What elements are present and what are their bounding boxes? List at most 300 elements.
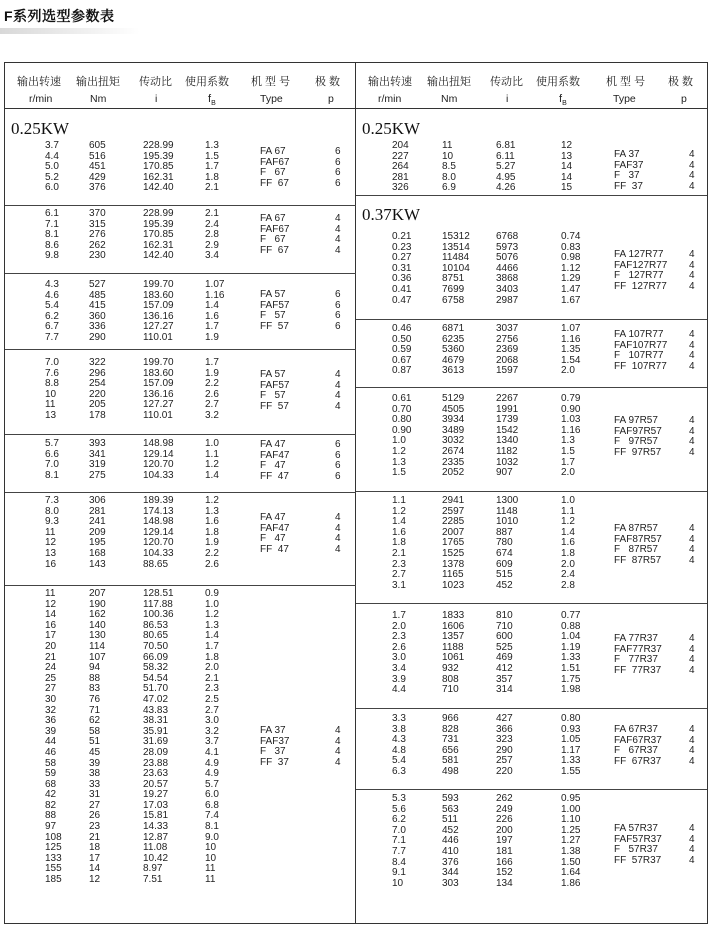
service-factor: 1.10	[561, 814, 581, 826]
output-speed: 1.5	[392, 467, 406, 479]
service-factor: 1.5	[561, 445, 575, 457]
output-speed: 44	[45, 736, 57, 748]
table-row	[356, 468, 707, 479]
ratio: 166	[496, 856, 513, 868]
ratio: 6.81	[496, 140, 516, 151]
model-type: FAF107R77	[614, 339, 668, 351]
service-factor: 1.0	[205, 438, 219, 449]
model-type: FAF47	[260, 522, 290, 534]
pole-count: 4	[335, 234, 341, 246]
ratio: 120.70	[143, 537, 174, 549]
service-factor: 2.4	[205, 218, 219, 230]
service-factor: 1.75	[561, 673, 581, 685]
ratio: 7.51	[143, 874, 163, 886]
output-speed: 5.6	[392, 803, 406, 815]
model-type: F 47	[260, 460, 286, 472]
model-type: F 127R77	[614, 270, 664, 282]
output-torque: 275	[89, 469, 106, 481]
output-torque: 18	[89, 842, 101, 854]
model-type: FF 67R37	[614, 755, 662, 767]
output-speed: 1.2	[392, 505, 406, 517]
output-torque: 731	[442, 734, 459, 746]
model-list	[5, 214, 356, 256]
ratio: 14.33	[143, 821, 169, 833]
output-torque: 4505	[442, 403, 465, 415]
output-torque: 516	[89, 150, 106, 162]
service-factor: 3.0	[205, 715, 219, 727]
output-speed: 0.41	[392, 283, 412, 295]
service-factor: 14	[561, 161, 573, 173]
model-type: FAF57	[260, 379, 290, 391]
output-speed: 1.6	[392, 526, 406, 538]
output-torque: 315	[89, 218, 106, 230]
ratio: 104.33	[143, 469, 174, 481]
output-speed: 7.0	[45, 357, 59, 368]
output-speed: 8.6	[45, 239, 59, 251]
ratio: 162.31	[143, 239, 174, 251]
output-torque: 58	[89, 725, 101, 737]
ratio: 469	[496, 652, 513, 664]
service-factor: 14	[561, 171, 573, 183]
model-list	[5, 290, 356, 332]
table-row	[356, 570, 707, 581]
output-torque: 1378	[442, 558, 465, 570]
ratio: 199.70	[143, 279, 174, 290]
service-factor: 1.1	[561, 505, 575, 517]
block-divider	[5, 434, 356, 435]
output-speed: 4.3	[392, 734, 406, 746]
table-header	[5, 62, 356, 108]
ratio: 120.70	[143, 459, 174, 471]
output-speed: 0.23	[392, 241, 412, 253]
ratio: 1340	[496, 435, 519, 447]
table-row	[5, 496, 356, 507]
output-speed: 8.1	[45, 229, 59, 241]
ratio: 907	[496, 467, 513, 479]
output-speed: 281	[392, 171, 409, 183]
pole-count: 4	[335, 379, 341, 391]
table-row	[5, 695, 356, 706]
output-torque: 26	[89, 810, 101, 822]
service-factor: 1.2	[205, 459, 219, 471]
model-type: FA 107R77	[614, 329, 664, 340]
table-row	[356, 507, 707, 518]
model-type: FA 57	[260, 369, 286, 380]
ratio: 887	[496, 526, 513, 538]
output-speed: 6.0	[45, 182, 59, 194]
output-torque: 6871	[442, 323, 465, 334]
ratio: 170.85	[143, 229, 174, 241]
pole-count: 4	[689, 755, 695, 767]
model-type: F 87R57	[614, 544, 658, 556]
block-divider	[356, 491, 707, 492]
model-type: FA 37	[260, 725, 286, 736]
service-factor: 1.6	[205, 310, 219, 322]
ratio: 136.16	[143, 310, 174, 322]
pole-count: 6	[335, 460, 341, 472]
service-factor: 7.4	[205, 810, 219, 822]
ratio: 4.95	[496, 171, 516, 183]
pole-count: 4	[689, 350, 695, 362]
service-factor: 1.3	[205, 140, 219, 151]
output-torque: 1188	[442, 641, 464, 653]
output-torque: 2052	[442, 467, 465, 479]
service-factor: 10	[205, 842, 217, 854]
model-list	[356, 250, 707, 292]
output-torque: 393	[89, 438, 106, 449]
output-torque: 452	[442, 824, 459, 836]
output-speed: 3.3	[392, 713, 406, 724]
model-row	[5, 168, 356, 179]
service-factor: 4.9	[205, 768, 219, 780]
output-speed: 9.3	[45, 516, 59, 528]
ratio: 357	[496, 673, 513, 685]
model-type: F 77R37	[614, 654, 658, 666]
output-speed: 0.36	[392, 273, 412, 285]
output-torque: 306	[89, 495, 106, 506]
ratio: 3037	[496, 323, 519, 334]
pole-count: 4	[335, 213, 341, 224]
power-rating: 0.37KW	[362, 205, 421, 224]
output-speed: 108	[45, 831, 62, 843]
output-torque: 262	[89, 239, 106, 251]
service-factor: 1.00	[561, 803, 581, 815]
ratio: 174.13	[143, 505, 174, 517]
output-torque: 38	[89, 768, 101, 780]
service-factor: 1.51	[561, 662, 581, 674]
ratio: 12.87	[143, 831, 169, 843]
model-type: FA 67	[260, 146, 286, 157]
table-row	[5, 875, 356, 886]
table-row	[5, 769, 356, 780]
output-speed: 88	[45, 810, 57, 822]
output-torque: 21	[89, 831, 101, 843]
ratio: 136.16	[143, 388, 174, 400]
block-divider	[5, 349, 356, 350]
table-row	[5, 280, 356, 291]
model-type: FAF67	[260, 156, 290, 168]
ratio: 228.99	[143, 140, 174, 151]
table-row	[356, 394, 707, 405]
service-factor: 1.4	[205, 630, 219, 642]
output-torque: 94	[89, 662, 101, 674]
ratio: 47.02	[143, 693, 169, 705]
output-torque: 6235	[442, 333, 465, 345]
output-torque: 143	[89, 558, 106, 570]
ratio: 54.54	[143, 672, 169, 684]
pole-count: 4	[689, 745, 695, 757]
ratio: 1597	[496, 365, 519, 377]
service-factor: 1.8	[205, 171, 219, 183]
model-list	[5, 440, 356, 482]
model-row	[5, 214, 356, 225]
unit-service-factor: $f_B$	[559, 93, 567, 108]
model-type: FA 87R57	[614, 523, 658, 534]
table-row	[356, 622, 707, 633]
pole-count: 4	[689, 533, 695, 545]
block-divider	[5, 205, 356, 206]
model-type: FA 67R37	[614, 724, 658, 735]
output-torque: 13514	[442, 241, 470, 253]
service-factor: 2.3	[205, 683, 219, 695]
ratio: 452	[496, 579, 513, 591]
model-row	[5, 235, 356, 246]
pole-count: 4	[689, 734, 695, 746]
ratio: 1542	[496, 424, 519, 436]
service-factor: 1.35	[561, 344, 581, 356]
output-torque: 290	[89, 331, 106, 343]
ratio: 38.31	[143, 715, 169, 727]
ratio: 226	[496, 814, 513, 826]
model-type: F 67	[260, 167, 286, 179]
service-factor: 1.2	[205, 609, 219, 621]
service-factor: 2.6	[205, 558, 219, 570]
output-speed: 12	[45, 537, 57, 549]
output-torque: 376	[89, 182, 106, 194]
model-row	[356, 150, 707, 161]
output-torque: 140	[89, 619, 106, 631]
model-row	[5, 469, 356, 483]
block-divider	[356, 603, 707, 604]
ratio: 189.39	[143, 495, 174, 506]
output-torque: 1606	[442, 620, 465, 632]
output-torque: 209	[89, 526, 106, 538]
output-torque: 190	[89, 598, 106, 610]
output-torque: 808	[442, 673, 459, 685]
ratio: 181	[496, 845, 513, 857]
ratio: 43.83	[143, 704, 169, 716]
table-row	[356, 879, 707, 890]
output-speed: 6.2	[45, 310, 59, 322]
ratio: 600	[496, 631, 513, 643]
model-type: FF 37	[614, 180, 643, 192]
model-row	[356, 330, 707, 341]
output-torque: 8.0	[442, 171, 456, 183]
model-row	[356, 362, 707, 373]
ratio: 4.26	[496, 182, 516, 194]
unit-speed: r/min	[29, 93, 53, 105]
ratio: 3403	[496, 283, 519, 295]
output-torque: 498	[442, 765, 459, 777]
header-ratio: 传动比	[139, 76, 172, 88]
pole-count: 4	[689, 844, 695, 856]
ratio: 142.40	[143, 182, 174, 194]
ratio: 2068	[496, 354, 519, 366]
output-speed: 7.6	[45, 367, 59, 379]
pole-count: 4	[689, 360, 695, 372]
output-speed: 2.1	[392, 547, 406, 559]
model-list	[356, 150, 707, 192]
header-poles: 极 数	[315, 76, 341, 88]
table-row	[5, 801, 356, 812]
service-factor: 3.2	[205, 725, 219, 737]
output-torque: 276	[89, 229, 106, 241]
service-factor: 1.05	[561, 734, 581, 746]
service-factor: 2.0	[205, 662, 219, 674]
service-factor: 3.2	[205, 409, 219, 421]
output-speed: 5.7	[45, 438, 59, 449]
model-row	[5, 290, 356, 301]
model-list	[356, 330, 707, 372]
service-factor: 1.50	[561, 856, 581, 868]
model-row	[5, 399, 356, 413]
model-type: FA 37	[614, 149, 640, 160]
model-type: F 97R57	[614, 436, 658, 448]
service-factor: 1.5	[205, 150, 219, 162]
pole-count: 4	[335, 533, 341, 545]
pole-count: 4	[689, 523, 695, 534]
model-row	[356, 182, 707, 193]
output-speed: 7.1	[392, 835, 406, 847]
ratio: 3868	[496, 273, 519, 285]
model-list	[356, 824, 707, 866]
output-speed: 39	[45, 725, 57, 737]
service-factor: 1.03	[561, 414, 581, 426]
output-torque: 415	[89, 300, 106, 312]
service-factor: 1.27	[561, 835, 581, 847]
service-factor: 1.07	[205, 279, 225, 290]
output-torque: 5360	[442, 344, 465, 356]
pole-count: 4	[689, 664, 695, 676]
model-row	[5, 179, 356, 190]
service-factor: 1.16	[561, 333, 581, 345]
service-factor: 1.7	[205, 161, 219, 173]
output-speed: 0.27	[392, 252, 412, 264]
unit-type: Type	[260, 93, 283, 105]
pole-count: 4	[689, 170, 695, 182]
table-row	[5, 663, 356, 674]
block-divider	[5, 492, 356, 493]
output-torque: 8751	[442, 273, 465, 285]
service-factor: 1.3	[205, 619, 219, 631]
output-speed: 133	[45, 852, 62, 864]
table-row	[5, 358, 356, 369]
model-type: FF 107R77	[614, 360, 667, 372]
table-row	[5, 621, 356, 632]
output-torque: 114	[89, 640, 105, 652]
ratio: 100.36	[143, 609, 174, 621]
model-row	[356, 524, 707, 535]
pole-count: 6	[335, 289, 341, 300]
model-type: FA 47	[260, 439, 286, 450]
model-type: FF 37	[260, 756, 289, 768]
ratio: 5076	[496, 252, 519, 264]
ratio: 134	[496, 877, 513, 889]
service-factor: 1.8	[561, 547, 575, 559]
output-speed: 12	[45, 598, 57, 610]
output-speed: 204	[392, 140, 409, 151]
ratio: 128.51	[143, 588, 174, 599]
model-list	[5, 513, 356, 555]
model-list	[5, 147, 356, 189]
output-speed: 1.3	[392, 456, 406, 468]
pole-count: 4	[335, 522, 341, 534]
table-row	[5, 674, 356, 685]
ratio: 366	[496, 723, 513, 735]
pole-count: 6	[335, 177, 341, 189]
output-torque: 12	[89, 874, 101, 886]
output-torque: 27	[89, 799, 101, 811]
service-factor: 1.3	[205, 505, 219, 517]
output-speed: 17	[45, 630, 57, 642]
table-row	[356, 496, 707, 507]
pole-count: 4	[689, 180, 695, 192]
ratio: 200	[496, 824, 513, 836]
ratio: 710	[496, 620, 513, 632]
service-factor: 0.83	[561, 241, 581, 253]
output-speed: 59	[45, 768, 57, 780]
output-torque: 195	[89, 537, 106, 549]
ratio: 197	[496, 835, 513, 847]
ratio: 8.97	[143, 863, 163, 875]
service-factor: 2.0	[561, 467, 575, 479]
ratio: 15.81	[143, 810, 169, 822]
model-row	[5, 534, 356, 545]
service-factor: 3.7	[205, 736, 219, 748]
model-type: FAF97R57	[614, 425, 662, 437]
output-torque: 376	[442, 856, 459, 868]
ratio: 110.01	[143, 331, 173, 343]
title-underline	[0, 28, 140, 34]
model-list	[356, 631, 707, 676]
output-speed: 3.9	[392, 673, 406, 685]
output-speed: 14	[45, 609, 57, 621]
output-torque: 1061	[442, 652, 465, 664]
model-row	[5, 378, 356, 392]
table-row	[5, 706, 356, 717]
service-factor: 2.4	[561, 569, 575, 581]
table-row	[5, 411, 356, 422]
ratio: 1991	[496, 403, 519, 415]
pole-count: 4	[689, 270, 695, 282]
output-speed: 125	[45, 842, 62, 854]
output-torque: 207	[89, 588, 106, 599]
service-factor: 1.98	[561, 684, 581, 696]
service-factor: 2.8	[205, 229, 219, 241]
table-row	[356, 581, 707, 592]
output-torque: 656	[442, 744, 459, 756]
model-type: FA 67	[260, 213, 286, 224]
model-row	[5, 301, 356, 312]
output-torque: 10104	[442, 262, 470, 274]
table-row	[356, 611, 707, 622]
output-speed: 8.4	[392, 856, 406, 868]
model-type: FF 77R37	[614, 664, 662, 676]
model-row	[356, 250, 707, 261]
service-factor: 6.0	[205, 789, 219, 801]
output-speed: 0.70	[392, 403, 412, 415]
output-speed: 25	[45, 672, 57, 684]
model-row	[5, 158, 356, 169]
output-torque: 162	[89, 609, 106, 621]
output-torque: 10	[442, 150, 454, 162]
service-factor: 1.9	[205, 367, 219, 379]
model-row	[5, 513, 356, 524]
model-row	[356, 725, 707, 736]
header-service-factor: 使用系数	[185, 76, 229, 88]
output-torque: 1165	[442, 569, 464, 581]
service-factor: 2.2	[205, 378, 219, 390]
ratio: 51.70	[143, 683, 169, 695]
table-row	[5, 642, 356, 653]
pole-count: 4	[689, 149, 695, 160]
output-torque: 230	[89, 250, 106, 262]
ratio: 157.09	[143, 300, 174, 312]
pole-count: 4	[689, 544, 695, 556]
ratio: 28.09	[143, 746, 169, 758]
service-factor: 1.1	[205, 448, 219, 460]
service-factor: 2.0	[561, 558, 575, 570]
